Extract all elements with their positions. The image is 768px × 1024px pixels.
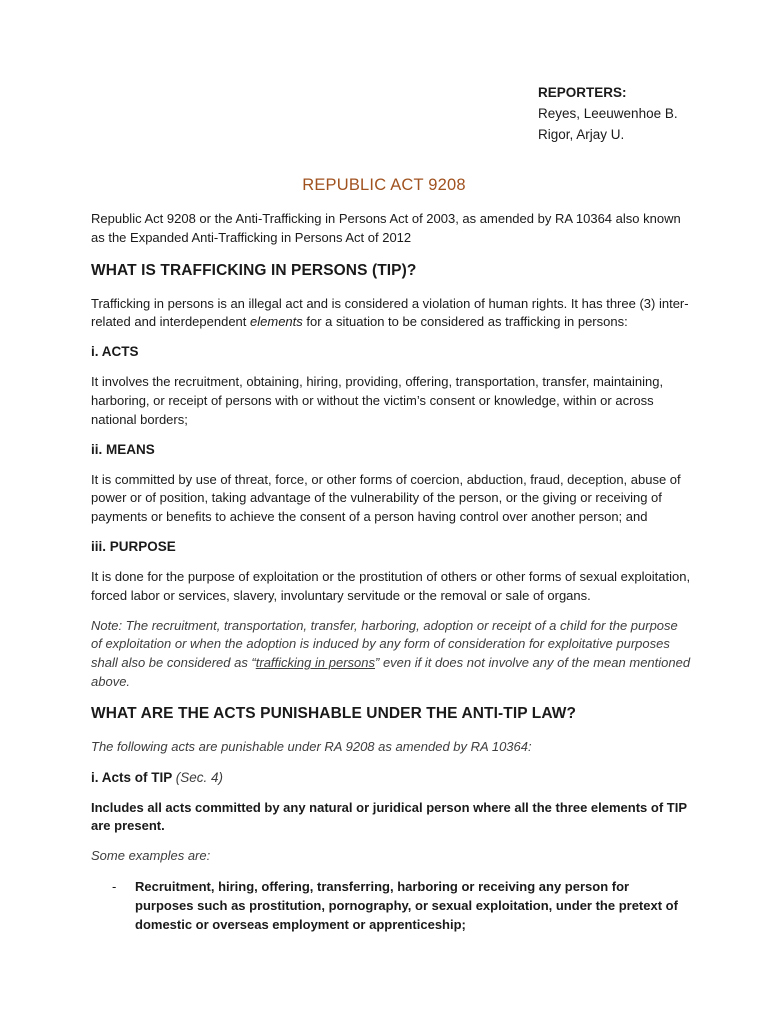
reporters-block	[538, 82, 678, 145]
reporter-name: Rigor, Arjay U.	[538, 127, 625, 142]
note-paragraph	[91, 617, 691, 692]
list-item	[91, 878, 691, 934]
acts-of-tip-paragraph: Includes all acts committed by any natural or juridical person where all the three elements of TIP are present.	[91, 799, 687, 834]
reporter-name: Reyes, Leeuwenhoe B.	[538, 106, 678, 121]
subheading-purpose: iii. PURPOSE	[91, 538, 176, 554]
subheading-acts: i. ACTS	[91, 344, 139, 360]
subheading-means: ii. MEANS	[91, 441, 155, 457]
subheading-acts-of-tip	[91, 769, 691, 787]
tip-definition-paragraph	[91, 295, 691, 333]
underlined-term: trafficking in persons	[255, 655, 375, 671]
section-heading-punishable-acts: WHAT ARE THE ACTS PUNISHABLE UNDER THE ANTI-TIP LAW?	[91, 704, 577, 722]
text-span: Note: The recruitment, transportation, transfer, harboring, adoption or receipt of a child for the purpose of exploitation or when the adoption is induced by any form of consideration for exploitative purposes shall also be considered as “	[91, 617, 678, 671]
bullet-dash: -	[112, 878, 117, 894]
emphasis-elements: elements	[250, 314, 303, 330]
intro-paragraph: Republic Act 9208 or the Anti-Trafficking in Persons Act of 2003, as amended by RA 10364 also known as the Expanded Anti-Trafficking in Persons Act of 2012	[91, 211, 681, 245]
section-reference: (Sec. 4)	[175, 769, 224, 785]
text-span: for a situation to be considered as trafficking in persons:	[302, 314, 628, 330]
document-body	[91, 210, 691, 934]
text-span: ” even if it does not involve any of the mean mentioned above.	[91, 655, 691, 689]
text-span: Trafficking in persons is an illegal act and is considered a violation of human rights. It has three (3) inter-related and interdependent	[91, 295, 689, 330]
means-paragraph: It is committed by use of threat, force, or other forms of coercion, abduction, fraud, deception, abuse of power or of position, taking advantage of the vulnerability of the person, or the giving or receiving of payments or benefits to achieve the consent of a person having control over another person; and	[91, 471, 681, 525]
acts-paragraph: It involves the recruitment, obtaining, hiring, providing, offering, transportation, transfer, maintaining, harboring, or receipt of persons with or without the victim’s consent or knowledge, within or across national borders;	[91, 374, 664, 427]
purpose-paragraph: It is done for the purpose of exploitation or the prostitution of others or other forms of sexual exploitation, forced labor or services, slavery, involuntary servitude or the removal or sale of organs.	[91, 568, 691, 603]
list-item-text: Recruitment, hiring, offering, transferring, harboring or receiving any person for purposes such as prostitution, pornography, or sexual exploitation, under the pretext of domestic or overseas employment or apprenticeship;	[135, 878, 678, 932]
document-title: REPUBLIC ACT 9208	[302, 176, 466, 194]
punishable-lead: The following acts are punishable under RA 9208 as amended by RA 10364:	[91, 738, 532, 754]
examples-lead: Some examples are:	[91, 848, 211, 864]
text-span: i. Acts of TIP	[91, 769, 173, 785]
reporters-label: REPORTERS:	[538, 85, 627, 100]
section-heading-what-is-tip: WHAT IS TRAFFICKING IN PERSONS (TIP)?	[91, 261, 417, 279]
